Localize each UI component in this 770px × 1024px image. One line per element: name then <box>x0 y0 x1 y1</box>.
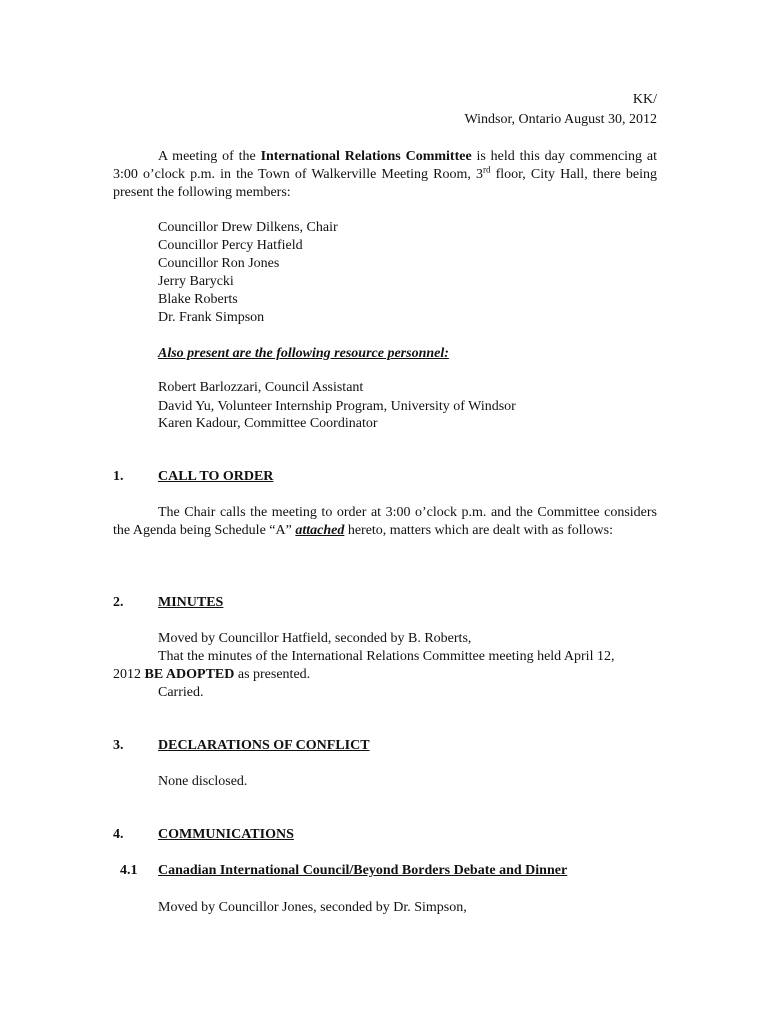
list-item: Blake Roberts <box>158 292 238 307</box>
list-item: Councillor Percy Hatfield <box>158 238 303 253</box>
section-number: 3. <box>113 738 124 753</box>
section-number: 2. <box>113 595 124 610</box>
resource-heading: Also present are the following resource personnel: <box>158 346 449 361</box>
list-item: Robert Barlozzari, Council Assistant <box>158 380 364 395</box>
section-title-call-to-order: CALL TO ORDER <box>158 469 274 484</box>
list-item: Karen Kadour, Committee Coordinator <box>158 416 378 431</box>
minutes-carried: Carried. <box>158 685 204 700</box>
committee-name: International Relations Committee <box>260 149 472 164</box>
section-title-declarations: DECLARATIONS OF CONFLICT <box>158 738 370 753</box>
list-item: Councillor Ron Jones <box>158 256 280 271</box>
header-code: KK/ <box>632 92 657 107</box>
list-item: Councillor Drew Dilkens, Chair <box>158 220 338 235</box>
list-item: David Yu, Volunteer Internship Program, University of Windsor <box>158 399 516 414</box>
cic-motion: Moved by Councillor Jones, seconded by Dr. Simpson, <box>158 900 467 915</box>
declarations-text: None disclosed. <box>158 774 248 789</box>
list-item: Dr. Frank Simpson <box>158 310 265 325</box>
section-number: 4. <box>113 827 124 842</box>
minutes-resolution: That the minutes of the International Relations Committee meeting held April 12, <box>158 649 615 664</box>
subsection-number: 4.1 <box>120 863 138 878</box>
call-to-order-paragraph: The Chair calls the meeting to order at 3:00 o’clock p.m. and the Committee considers the Agenda being Schedule “A” attached hereto, matters which are dealt with as follows: <box>113 505 657 538</box>
section-number: 1. <box>113 469 124 484</box>
minutes-resolution-cont: 2012 BE ADOPTED as presented. <box>113 667 311 682</box>
header-location-date: Windsor, Ontario August 30, 2012 <box>464 112 657 127</box>
list-item: Jerry Barycki <box>158 274 234 289</box>
subsection-title-cic: Canadian International Council/Beyond Borders Debate and Dinner <box>158 863 568 878</box>
section-title-communications: COMMUNICATIONS <box>158 827 294 842</box>
section-title-minutes: MINUTES <box>158 595 224 610</box>
intro-paragraph: A meeting of the International Relations Committee is held this day commencing at 3:00 o’clock p.m. in the Town of Walkerville Meeting Room, 3rd floor, City Hall, there being present the following members: <box>113 149 657 200</box>
minutes-motion: Moved by Councillor Hatfield, seconded by B. Roberts, <box>158 631 472 646</box>
attached-word: attached <box>295 523 345 538</box>
